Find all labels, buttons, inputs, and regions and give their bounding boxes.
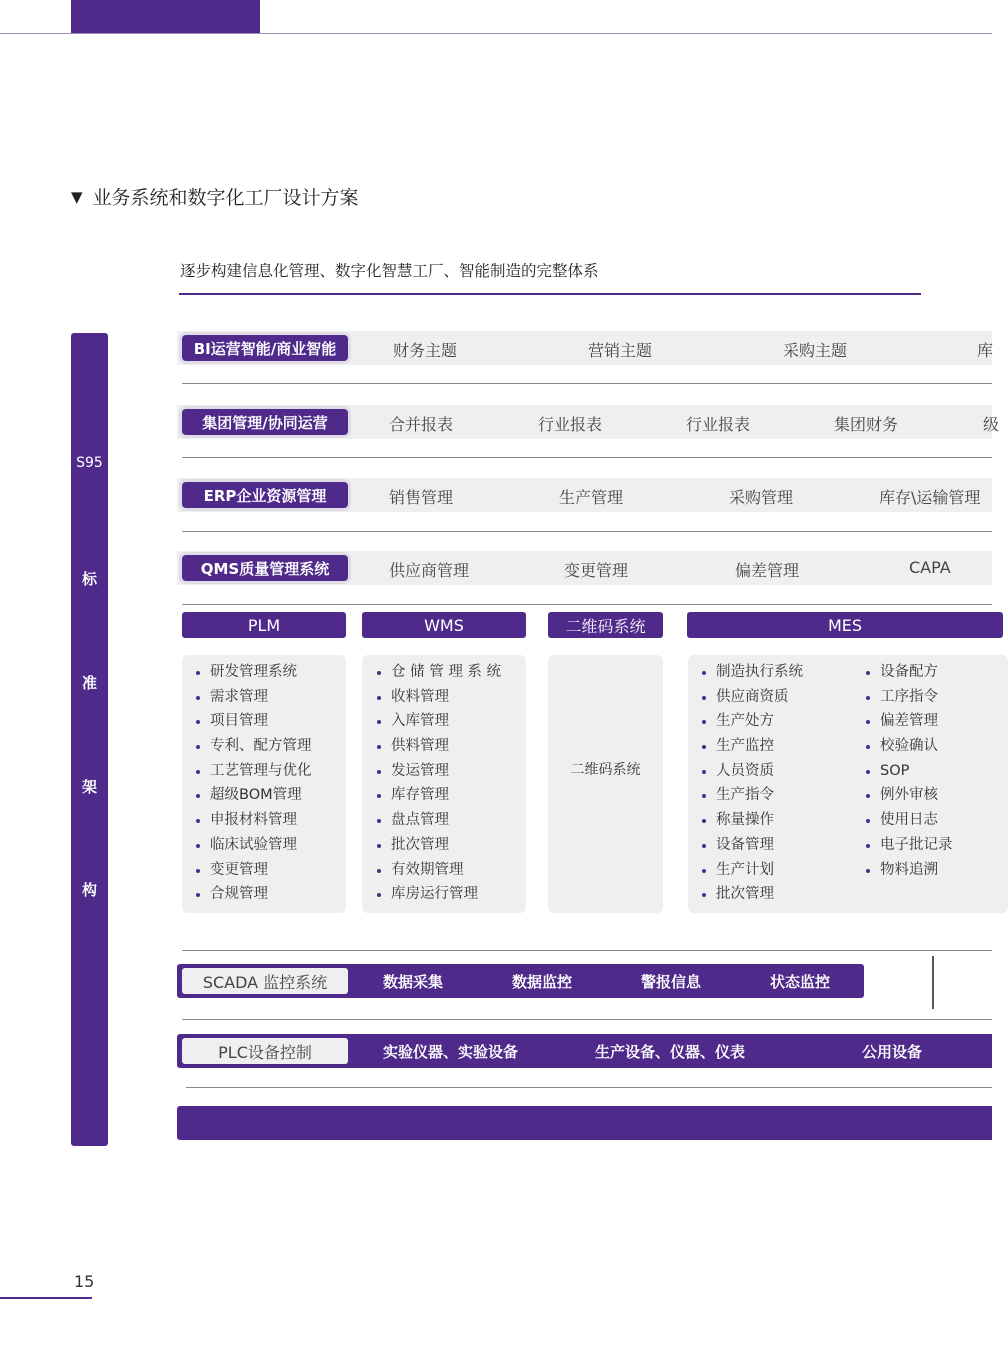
page-number: 15 [74, 1272, 95, 1291]
plc-item: 生产设备、仪器、仪表 [595, 1043, 746, 1061]
qr-body: 二维码系统 [570, 762, 641, 778]
list-item: 盘点管理 [377, 808, 501, 833]
module-header-plm: PLM [182, 612, 346, 638]
section-title: 业务系统和数字化工厂设计方案 [92, 187, 359, 209]
list-item: 批次管理 [377, 833, 501, 858]
scada-item: 状态监控 [770, 973, 831, 991]
list-item: 有效期管理 [377, 858, 501, 883]
wms-list [377, 660, 501, 907]
list-item: 库存管理 [377, 783, 501, 808]
plc-item: 公用设备 [862, 1043, 923, 1061]
list-item: SOP [866, 759, 953, 784]
scada-label: SCADA 监控系统 [182, 968, 348, 994]
row-label-bi: BI运营智能/商业智能 [182, 335, 348, 361]
vertical-divider [932, 956, 934, 1009]
page-number-rule [0, 1297, 92, 1299]
row-label-qms: QMS质量管理系统 [182, 555, 348, 581]
row-item: 生产管理 [559, 488, 624, 507]
list-item: 项目管理 [196, 709, 312, 734]
mes-list-col2 [866, 660, 953, 882]
row-item: 库 [977, 341, 994, 360]
divider [182, 457, 992, 458]
list-item: 合规管理 [196, 882, 312, 907]
list-item: 入库管理 [377, 709, 501, 734]
diagram-subtitle: 逐步构建信息化管理、数字化智慧工厂、智能制造的完整体系 [180, 262, 599, 280]
divider [186, 1087, 992, 1088]
divider [182, 531, 992, 532]
module-header-mes: MES [687, 612, 1003, 638]
module-box-qr [548, 655, 663, 913]
row-item: 供应商管理 [389, 561, 470, 580]
list-item: 研发管理系统 [196, 660, 312, 685]
scada-item: 数据采集 [383, 973, 444, 991]
list-item: 设备配方 [866, 660, 953, 685]
list-item: 仓 储 管 理 系 统 [377, 660, 501, 685]
divider [182, 1019, 992, 1020]
plc-label: PLC设备控制 [182, 1038, 348, 1064]
row-item: 合并报表 [389, 415, 454, 434]
list-item: 使用日志 [866, 808, 953, 833]
row-item: 库存\运输管理 [879, 488, 981, 507]
list-item: 生产计划 [702, 858, 803, 883]
scada-item: 数据监控 [512, 973, 573, 991]
row-item: 营销主题 [588, 341, 653, 360]
row-item: 财务主题 [393, 341, 458, 360]
list-item: 专利、配方管理 [196, 734, 312, 759]
top-rule [0, 33, 992, 34]
row-item: 行业报表 [538, 415, 603, 434]
row-item: 采购管理 [729, 488, 794, 507]
list-item: 收料管理 [377, 685, 501, 710]
triangle-down-icon: ▼ [71, 187, 83, 206]
header-tab [71, 0, 260, 33]
list-item: 需求管理 [196, 685, 312, 710]
list-item: 电子批记录 [866, 833, 953, 858]
plm-list [196, 660, 312, 907]
list-item: 设备管理 [702, 833, 803, 858]
side-label-s95: S95 [76, 455, 103, 471]
divider [182, 604, 992, 605]
row-item: 级 [983, 415, 1000, 434]
list-item: 例外审核 [866, 783, 953, 808]
list-item: 变更管理 [196, 858, 312, 883]
list-item: 偏差管理 [866, 709, 953, 734]
side-label-char: 标 [81, 570, 97, 588]
module-header-wms: WMS [362, 612, 526, 638]
row-item: 集团财务 [834, 415, 899, 434]
list-item: 临床试验管理 [196, 833, 312, 858]
row-item: 销售管理 [389, 488, 454, 507]
module-header-qr: 二维码系统 [548, 612, 663, 638]
list-item: 称量操作 [702, 808, 803, 833]
row-item: 采购主题 [783, 341, 848, 360]
row-item: CAPA [909, 558, 951, 577]
divider [182, 950, 992, 951]
plc-item: 实验仪器、实验设备 [383, 1043, 519, 1061]
list-item: 制造执行系统 [702, 660, 803, 685]
list-item: 生产监控 [702, 734, 803, 759]
list-item: 批次管理 [702, 882, 803, 907]
list-item: 供料管理 [377, 734, 501, 759]
row-label-erp: ERP企业资源管理 [182, 482, 348, 508]
list-item: 工序指令 [866, 685, 953, 710]
section-heading [71, 183, 359, 210]
list-item: 超级BOM管理 [196, 783, 312, 808]
list-item: 校验确认 [866, 734, 953, 759]
list-item: 发运管理 [377, 759, 501, 784]
list-item: 物料追溯 [866, 858, 953, 883]
subtitle-underline [179, 293, 921, 295]
list-item: 申报材料管理 [196, 808, 312, 833]
bottom-bar [177, 1106, 992, 1140]
row-label-group: 集团管理/协同运营 [182, 409, 348, 435]
side-label-char: 准 [81, 674, 97, 692]
list-item: 工艺管理与优化 [196, 759, 312, 784]
mes-list-col1 [702, 660, 803, 907]
side-label-char: 构 [81, 881, 97, 899]
row-item: 变更管理 [564, 561, 629, 580]
divider [182, 383, 992, 384]
list-item: 生产处方 [702, 709, 803, 734]
row-item: 偏差管理 [735, 561, 800, 580]
list-item: 库房运行管理 [377, 882, 501, 907]
list-item: 供应商资质 [702, 685, 803, 710]
list-item: 生产指令 [702, 783, 803, 808]
list-item: 人员资质 [702, 759, 803, 784]
scada-item: 警报信息 [641, 973, 702, 991]
row-item: 行业报表 [686, 415, 751, 434]
side-label-char: 架 [81, 778, 97, 796]
